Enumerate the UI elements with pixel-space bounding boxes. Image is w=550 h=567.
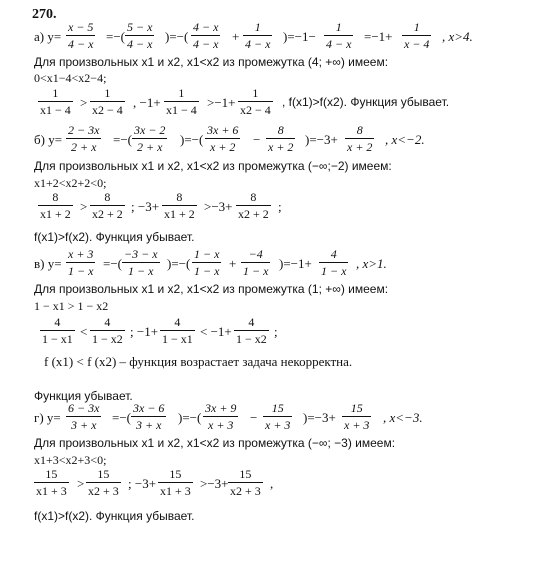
part-g-op-2: )=−( [178,410,202,425]
part-g-gt: > [77,476,85,491]
part-a-ineq-frac-3: 1 x1 − 4 [166,86,197,117]
part-a-op-5: =−1+ [364,29,393,44]
part-b-frac-4: 8 x + 2 [268,123,294,154]
part-b-op-4: )=−3+ [305,132,338,147]
part-g-frac-1: 6 − 3x 3 + x [68,401,100,432]
part-b-gt: > [80,199,88,214]
part-g-text-line: Для произвольных x1 и x2, x1<x2 из промежутка (−∞; −3) имеем: [34,436,396,450]
part-v-ineq-frac-1: 4 1 − x1 [42,315,73,346]
part-a-frac-6: 1 x − 4 [404,20,430,51]
part-b-ineq-frac-1: 8 x1 + 2 [40,190,71,221]
part-a-conclusion: , f(x1)>f(x2). Функция убывает. [282,95,450,109]
part-v-op-2: )=−( [167,256,191,271]
part-v-lt-2: < −1+ [200,324,232,339]
part-g-ineq-frac-1: 15 x1 + 3 [36,467,67,498]
part-g-ineq-frac-4: 15 x2 + 3 [230,467,261,498]
part-v-lt: < [80,324,88,339]
part-b-op-2: )=−( [180,132,204,147]
part-v-sep: ; −1+ [130,324,159,339]
part-a-op-3: + [232,29,240,44]
part-a-op-4: )=−1− [283,29,316,44]
part-a-frac-4: 1 4 − x [245,20,271,51]
part-b-prefix: б) y= [34,132,63,147]
part-g-tail: , [270,476,274,491]
part-b-condition: , x<−2. [385,132,425,147]
part-v-text-line: Для произвольных x1 и x2, x1<x2 из промежутка (1; +∞) имеем: [34,282,389,296]
part-a-gt-2: >−1+ [207,95,236,110]
part-g-ineq-frac-3: 15 x1 + 3 [160,467,191,498]
part-g-frac-2: 3x − 6 3 + x [133,401,165,432]
part-a-frac-1: x − 5 4 − x [68,20,94,51]
part-g-inequality: x1+3<x2+3<0; [34,453,107,467]
part-v-inequality: 1 − x1 > 1 − x2 [34,299,109,313]
part-v-prefix: в) y= [34,256,62,271]
part-a-text-line: Для произвольных x1 и x2, x1<x2 из промежутка (4; +∞) имеем: [34,55,389,69]
part-a-ineq-frac-2: 1 x2 − 4 [92,86,123,117]
part-v-tail: ; [274,324,278,339]
part-v-op-1: =−( [103,256,122,271]
part-b-tail: ; [278,199,282,214]
part-a-sep: , −1+ [133,95,161,110]
part-b-ineq-frac-2: 8 x2 + 2 [92,190,123,221]
part-a-frac-2: 5 − x 4 − x [127,20,153,51]
part-v-conclusion: f (x1) < f (x2) – функция возрастает задача некорректна. [44,354,353,369]
note-text: Функция убывает. [34,389,133,403]
part-v-frac-1: x + 3 1 − x [68,247,94,278]
part-a-op-2: )=−( [165,29,189,44]
part-b-inequality: x1+2<x2+2<0; [34,176,107,190]
part-v-ineq-frac-2: 4 1 − x2 [92,315,123,346]
part-v-ineq-frac-4: 4 1 − x2 [236,315,267,346]
part-b-frac-1: 2 − 3x 2 + x [68,123,100,154]
part-v-frac-5: 4 1 − x [321,247,347,278]
part-b-text-line: Для произвольных x1 и x2, x1<x2 из промежутка (−∞;−2) имеем: [34,159,392,173]
part-g-frac-4: 15 x + 3 [265,401,291,432]
part-b-frac-5: 8 x + 2 [347,123,373,154]
part-a-op-1: =−( [106,29,125,44]
part-v-frac-2: −3 − x 1 − x [124,247,158,278]
part-g-op-4: )=−3+ [303,410,336,425]
part-b-op-3: − [253,132,261,147]
part-b-op-1: =−( [113,132,132,147]
part-g-sep: ; −3+ [128,476,157,491]
part-a-inequality: 0<x1−4<x2−4; [34,71,107,85]
part-g-condition: , x<−3. [383,410,423,425]
part-b-conclusion: f(x1)>f(x2). Функция убывает. [34,230,195,244]
part-g-frac-3: 3x + 9 x + 3 [205,401,237,432]
part-v-ineq-frac-3: 4 1 − x1 [162,315,193,346]
part-g-frac-5: 15 x + 3 [344,401,370,432]
part-b-frac-2: 3x − 2 2 + x [134,123,166,154]
part-b-gt-2: >−3+ [204,199,233,214]
problem-number: 270. [32,7,57,22]
part-g-gt-2: >−3+ [200,476,229,491]
part-g-op-1: =−( [112,410,131,425]
part-a-condition: , x>4. [442,29,473,44]
part-g-conclusion: f(x1)>f(x2). Функция убывает. [34,509,195,523]
part-a-prefix: а) y= [34,29,62,44]
part-v-op-3: + [229,256,237,271]
part-b-ineq-frac-3: 8 x1 + 2 [164,190,195,221]
part-b-frac-3: 3x + 6 x + 2 [207,123,239,154]
part-a-gt: > [80,95,88,110]
part-a-frac-3: 4 − x 4 − x [193,20,219,51]
part-a-ineq-frac-4: 1 x2 − 4 [240,86,271,117]
part-b-ineq-frac-4: 8 x2 + 2 [238,190,269,221]
part-g-ineq-frac-2: 15 x2 + 3 [88,467,119,498]
part-v-condition: , x>1. [356,256,387,271]
part-v-op-4: )=−1+ [279,256,312,271]
part-b-sep: ; −3+ [131,199,160,214]
part-v-frac-3: 1 − x 1 − x [194,247,220,278]
part-g-prefix: г) y= [34,410,61,425]
part-g-op-3: − [250,410,258,425]
part-v-frac-4: −4 1 − x [243,247,269,278]
part-a-frac-5: 1 4 − x [326,20,352,51]
part-a-ineq-frac-1: 1 x1 − 4 [40,86,71,117]
